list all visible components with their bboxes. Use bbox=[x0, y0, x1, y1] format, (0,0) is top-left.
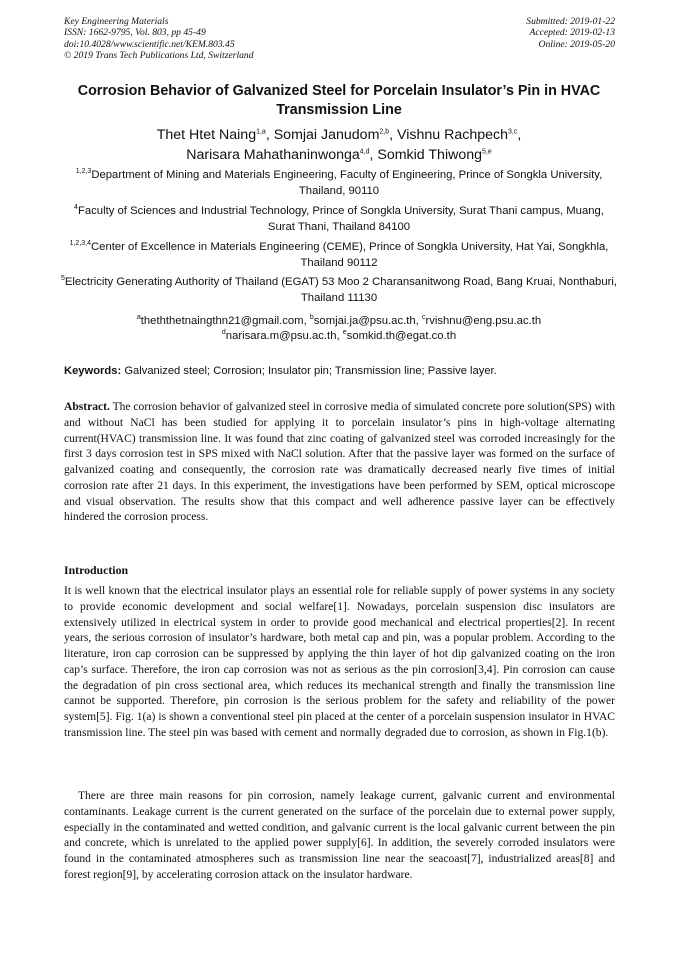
affiliation-text: Department of Mining and Materials Engineering, Faculty of Engineering, Prince of Songkla University, Thailand, 90110 bbox=[91, 169, 603, 197]
copyright-line: © 2019 Trans Tech Publications Ltd, Switzerland bbox=[64, 50, 254, 62]
paper-title: Corrosion Behavior of Galvanized Steel for Porcelain Insulator’s Pin in HVAC Transmission Line bbox=[77, 83, 601, 118]
affiliation-marker: 4 bbox=[74, 204, 78, 212]
email-marker: d bbox=[221, 328, 226, 336]
journal-info bbox=[64, 16, 254, 62]
keywords-line bbox=[64, 364, 616, 379]
affiliation bbox=[60, 240, 618, 271]
affiliation-text: Center of Excellence in Materials Engineering (CEME), Prince of Songkla University, Hat Yai, Songkhla, Thailand 90112 bbox=[91, 241, 609, 269]
accepted-date: Accepted: 2019-02-13 bbox=[529, 27, 615, 39]
email-marker: e bbox=[342, 328, 347, 336]
affiliation-marker: 1,2,3,4 bbox=[69, 240, 92, 248]
submitted-date: Submitted: 2019-01-22 bbox=[526, 16, 615, 27]
author-name: Narisara Mahathaninwonga bbox=[186, 147, 360, 163]
author-name: Thet Htet Naing bbox=[156, 127, 257, 143]
author-marker: 1,a bbox=[256, 128, 266, 136]
affiliation-marker: 5 bbox=[60, 275, 65, 283]
publication-dates bbox=[526, 16, 615, 50]
email-address[interactable]: theththetnaingthn21@gmail.com bbox=[140, 315, 304, 327]
issn-line: ISSN: 1662-9795, Vol. 803, pp 45-49 bbox=[64, 27, 206, 39]
author-marker: 2,b bbox=[379, 128, 390, 136]
email-marker: c bbox=[421, 314, 426, 322]
affiliation-marker: 1,2,3 bbox=[75, 168, 92, 176]
author-list: Thet Htet Naing$^{1,a}$, Somjai Janudom$^{2,b}$, Vishnu Rachpech$^{3,c}$, Narisara Mahathaninwonga$^{4,d}$, Somkid Thiwong$^{5,e}$ bbox=[156, 127, 522, 163]
keywords-text: Galvanized steel; Corrosion; Insulator pin; Transmission line; Passive layer. bbox=[124, 365, 497, 377]
introduction-paragraph-2: There are three main reasons for pin corrosion, namely leakage current, galvanic current and environmental contaminants. Leakage current is the current generated on the surface of the porcelain due to external power supply, especially in the contaminated and wetted condition, and galvanic current is the local galvanic current between the pin and concrete, which is unrelated to the applied power supply[6]. In addition, the severely corroded insulators were found in the contaminated atmospheres such as transmission line near the seacoast[7], industrialized areas[8] and forest region[9], by accelerating corrosion attack on the insulator hardware. bbox=[64, 790, 615, 881]
email-address[interactable]: somkid.th@egat.co.th bbox=[346, 329, 457, 342]
email-address[interactable]: rvishnu@eng.psu.ac.th bbox=[425, 315, 542, 327]
section-heading-introduction: Introduction bbox=[64, 563, 129, 577]
author-marker: 4,d bbox=[359, 148, 370, 156]
author-marker: 5,e bbox=[482, 148, 492, 156]
email-marker: b bbox=[309, 314, 314, 322]
affiliation bbox=[60, 275, 618, 306]
author-name: Somkid Thiwong bbox=[377, 147, 483, 163]
affiliation-text: Faculty of Sciences and Industrial Technology, Prince of Songkla University, Surat Thani campus, Muang, Surat Thani, Thailand 84100 bbox=[77, 205, 604, 233]
author-name: Vishnu Rachpech bbox=[397, 127, 508, 143]
email-marker: a bbox=[136, 314, 141, 322]
online-date: Online: 2019-05-20 bbox=[538, 38, 615, 50]
doi-line: doi:10.4028/www.scientific.net/KEM.803.45 bbox=[64, 38, 235, 50]
abstract-text: The corrosion behavior of galvanized steel in corrosive media of simulated concrete pore solution(SPS) with and without NaCl has been studied for applying it to porcelain insulator’s pins in high-voltage alternating current(HVAC) transmission line. It was found that zinc coating of galvanized steel was corroded increasingly for the first 3 days corrosion test in SPS mixed with NaCl solution. After that the passive layer was formed on the surface of galvanized coating and consequently, the corrosion rate was dramatically decreased nearly five times of initial corrosion rate after 21 days. In this experiment, the investigations have been performed by SEM, optical microscope and visual observation. The results show that this compact and well adherence passive layer can be effectively hindered the corrosion process. bbox=[64, 401, 615, 524]
author-emails: $^a$theththetnaingthn21@gmail.com, $^b$somjai.ja@psu.ac.th, $^c$rvishnu@eng.psu.ac.th $^d$narisara.m@psu.ac.th, $^e$somkid.th@egat.co.th bbox=[136, 314, 542, 342]
author-marker: 3,c bbox=[507, 128, 518, 136]
abstract-label: Abstract. bbox=[64, 401, 110, 413]
email-address[interactable]: somjai.ja@psu.ac.th bbox=[313, 315, 416, 327]
introduction-paragraph-1: It is well known that the electrical insulator plays an essential role for reliable supply of power systems in any society to provide economic development and social welfare[1]. Nowadays, porcelain suspension disc insulators are extensively utilized in electrical system in order to provide good mechanical and electrical properties[2]. In recent years, the serious corrosion of insulator’s hardware, both metal cap and pin, was a popular problem. According to the literature, iron cap corrosion can be suppressed by applying the thin layer of hot dip galvanized coating on the iron cap’s surface. Therefore, the iron cap corrosion was not as serious as the pin corrosion[3,4]. Pin corrosion can cause the degradation of pin cross sectional area, which reduces its mechanical strength and finally the transmission line cannot be supported. Therefore, pin corrosion is the serious problem for the safety and reliability of the power system[5]. Fig. 1(a) is shown a conventional steel pin placed at the center of a porcelain suspension insulator in HVAC transmission line. The steel pin was based with cement and normally degraded due to corrosion, as shown in Fig.1(b). bbox=[64, 585, 615, 739]
affiliation bbox=[60, 168, 618, 199]
email-address[interactable]: narisara.m@psu.ac.th bbox=[225, 329, 337, 342]
abstract bbox=[64, 400, 615, 526]
journal-name: Key Engineering Materials bbox=[64, 16, 169, 27]
affiliation bbox=[60, 204, 618, 235]
author-name: Somjai Janudom bbox=[273, 127, 380, 143]
keywords-label: Keywords: bbox=[64, 365, 122, 377]
affiliation-text: Electricity Generating Authority of Thailand (EGAT) 53 Moo 2 Charansanitwong Road, Bang Kruai, Nonthaburi, Thailand 11130 bbox=[64, 276, 618, 304]
